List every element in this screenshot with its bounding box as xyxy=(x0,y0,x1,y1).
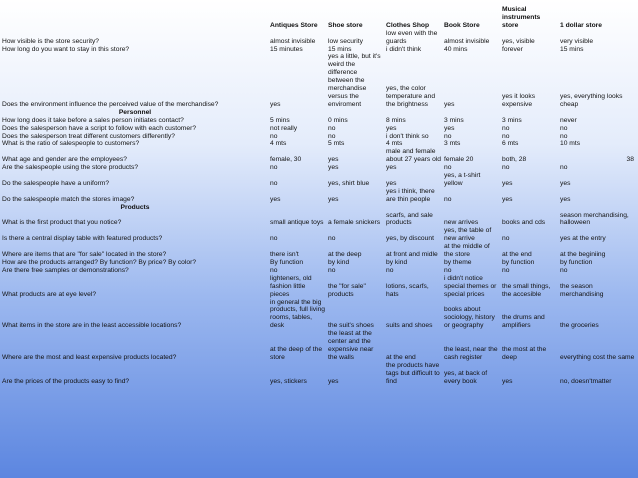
answer-cell: yes a little, but it's weird the difference between the merchandise versus the enviroment xyxy=(328,53,381,108)
table-row xyxy=(0,267,638,275)
answer-cell: 0 mins xyxy=(328,116,348,124)
answer-cell: no xyxy=(328,235,336,243)
question-cell: What age and gender are the employees? xyxy=(2,156,127,164)
section-blank-cell xyxy=(500,204,558,212)
answer-cell: yes xyxy=(444,100,455,108)
answer-cell: books and cds xyxy=(502,219,546,227)
answer-cell: new arrives xyxy=(444,219,479,227)
answer-cell: at front and midle xyxy=(386,251,438,259)
table-row xyxy=(0,299,638,331)
answer-cell: at the beginiing xyxy=(560,251,606,259)
table-row xyxy=(0,125,638,133)
answer-cell: the groceries xyxy=(560,322,599,330)
section-blank-cell xyxy=(326,204,384,212)
answer-cell: never xyxy=(560,116,577,124)
answer-cell: forever xyxy=(502,45,523,53)
answer-cell: 8 mins xyxy=(386,116,406,124)
answer-cell: the small things, the accesible xyxy=(502,282,551,298)
answer-cell: i didn't notice special themes or special prices xyxy=(444,274,497,298)
section-title: Personnel xyxy=(118,108,152,116)
answer-cell: no xyxy=(270,179,278,187)
answer-cell: no xyxy=(386,266,394,274)
answer-cell: almost invisible xyxy=(270,37,316,45)
question-cell: What is the first product that you notice? xyxy=(2,219,122,227)
question-cell: How long does it take before a sales person initiates contact? xyxy=(2,116,184,124)
section-blank-cell xyxy=(558,204,638,212)
answer-cell: 3 mins xyxy=(444,116,464,124)
question-cell: Are the prices of the products easy to find? xyxy=(2,377,130,385)
answer-cell: almost invisible xyxy=(444,37,490,45)
table-row xyxy=(0,140,638,148)
answer-cell: no xyxy=(502,132,510,140)
answer-cell: no xyxy=(444,266,452,274)
table-row xyxy=(0,164,638,172)
answer-cell: the products have tags but difficult to find xyxy=(386,361,440,385)
answer-cell: everything cost the same xyxy=(560,353,635,361)
answer-cell: 3 mts xyxy=(444,140,461,148)
answer-cell: male and female about 27 years old xyxy=(386,148,442,164)
answer-cell: the season merchandising xyxy=(560,282,604,298)
answer-cell: yes xyxy=(386,164,397,172)
answer-cell: yes xyxy=(560,195,571,203)
section-blank-cell xyxy=(268,204,326,212)
question-cell: Does the environment influence the perceived value of the merchandise? xyxy=(2,100,219,108)
answer-cell: yes xyxy=(502,195,513,203)
answer-cell: no xyxy=(270,164,278,172)
header-row xyxy=(0,6,638,30)
answer-cell: no xyxy=(444,195,452,203)
answer-cell: i don't think so xyxy=(386,132,429,140)
answer-cell: By function xyxy=(270,259,304,266)
answer-cell: yes, by discount xyxy=(386,235,434,243)
answer-cell: the drums and amplifiers xyxy=(502,314,545,330)
question-cell: Does the salesperson have a script to follow with each customer? xyxy=(2,124,197,132)
answer-cell: 10 mts xyxy=(560,140,581,148)
answer-cell: yes, the color temperature and the brightness xyxy=(386,85,436,108)
section-blank-cell xyxy=(558,109,638,117)
answer-cell: yes i think, there are thin people xyxy=(386,187,435,203)
header-clothes-shop: Clothes Shop xyxy=(386,21,430,29)
answer-cell: no xyxy=(328,266,336,274)
answer-cell: the "for sale" products xyxy=(328,282,366,298)
answer-cell: no xyxy=(502,124,510,132)
answer-cell: by function xyxy=(502,259,535,266)
answer-cell: yes, the table of new arrive xyxy=(444,227,492,243)
answer-cell: female, 30 xyxy=(270,156,302,164)
answer-cell: a female snickers xyxy=(328,219,381,227)
answer-cell: 38 xyxy=(626,156,634,164)
section-blank-cell xyxy=(326,109,384,117)
answer-cell: scarfs, and sale products xyxy=(386,211,433,227)
survey-table xyxy=(0,6,638,386)
answer-cell: female 20 xyxy=(444,156,474,164)
answer-cell: by kind xyxy=(386,259,408,266)
question-cell: What products are at eye level? xyxy=(2,290,97,298)
question-cell: What items in the store are in the least accessible locations? xyxy=(2,322,182,330)
answer-cell: yes xyxy=(270,100,281,108)
table-row xyxy=(0,362,638,386)
answer-cell: very visible xyxy=(560,37,594,45)
answer-cell: yes, visible xyxy=(502,37,535,45)
answer-cell: yes xyxy=(502,179,513,187)
section-blank-cell xyxy=(442,109,500,117)
header-book-store: Book Store xyxy=(444,21,480,29)
table-row xyxy=(0,148,638,164)
answer-cell: no xyxy=(444,164,452,172)
table-row xyxy=(0,117,638,125)
section-blank-cell xyxy=(384,204,442,212)
section-blank-cell xyxy=(268,109,326,117)
answer-cell: 40 mins xyxy=(444,45,468,53)
answer-cell: yes xyxy=(328,156,339,164)
answer-cell: the least at the center and the expensive near the walls xyxy=(328,330,374,361)
answer-cell: yes, shirt blue xyxy=(328,179,370,187)
answer-cell: no xyxy=(560,124,568,132)
answer-cell: 5 mins xyxy=(270,116,290,124)
table-body xyxy=(0,30,638,386)
table-row xyxy=(0,259,638,267)
answer-cell: no xyxy=(560,266,568,274)
question-cell: Where are items that are "for sale" located in the store? xyxy=(2,251,167,259)
answer-cell: at the end xyxy=(386,353,416,361)
answer-cell: yes, at back of every book xyxy=(444,369,488,385)
answer-cell: at the middle of the store xyxy=(444,243,490,259)
answer-cell: no xyxy=(270,235,278,243)
answer-cell: by kind xyxy=(328,259,350,266)
answer-cell: at the deep of the store xyxy=(270,345,323,361)
question-cell: Where are the most and least expensive products located? xyxy=(2,353,177,361)
answer-cell: in general the big products, full living rooms, tables, desk xyxy=(270,298,326,330)
table-row xyxy=(0,133,638,141)
table-row xyxy=(0,30,638,46)
table-header xyxy=(0,6,638,30)
section-blank-cell xyxy=(384,109,442,117)
section-blank-cell xyxy=(500,109,558,117)
answer-cell: yes xyxy=(328,195,339,203)
answer-cell: yes xyxy=(328,377,339,385)
answer-cell: low security xyxy=(328,37,363,45)
table-row xyxy=(0,212,638,228)
question-cell: Is there a central display table with featured products? xyxy=(2,235,163,243)
header-question xyxy=(0,6,268,30)
answer-cell: no xyxy=(502,235,510,243)
answer-cell: 3 mins xyxy=(502,116,522,124)
answer-cell: no xyxy=(328,132,336,140)
answer-cell: i didn't think xyxy=(386,45,422,53)
answer-cell: no xyxy=(328,124,336,132)
header-shoe-store: Shoe store xyxy=(328,21,363,29)
question-cell: Do the salespeople have a uniform? xyxy=(2,179,110,187)
answer-cell: no xyxy=(270,266,278,274)
answer-cell: yes xyxy=(270,195,281,203)
answer-cell: both, 28 xyxy=(502,156,527,164)
answer-cell: yes xyxy=(502,377,513,385)
question-cell: What is the ratio of salespeople to customers? xyxy=(2,140,140,148)
answer-cell: no xyxy=(444,132,452,140)
question-cell: Are there free samples or demonstrations? xyxy=(2,266,129,274)
answer-cell: there isn't xyxy=(270,251,299,259)
answer-cell: 15 mins xyxy=(560,45,584,53)
answer-cell: by function xyxy=(560,259,593,266)
answer-cell: the most at the deep xyxy=(502,345,547,361)
answer-cell: at the deep xyxy=(328,251,362,259)
table-row xyxy=(0,275,638,299)
table-row xyxy=(0,243,638,259)
answer-cell: yes xyxy=(444,124,455,132)
question-cell: Do the salespeople match the stores image? xyxy=(2,195,135,203)
section-header-row xyxy=(0,109,638,117)
answer-cell: no xyxy=(502,266,510,274)
header-musical-instruments-store: Musical instruments store xyxy=(502,6,541,29)
table-row xyxy=(0,46,638,54)
header-antiques-store: Antiques Store xyxy=(270,21,318,29)
answer-cell: no xyxy=(502,164,510,172)
answer-cell: yes, everything looks cheap xyxy=(560,92,623,108)
answer-cell: season merchandising, halloween xyxy=(560,211,629,227)
table-row xyxy=(0,330,638,362)
question-cell: Does the salesperson treat different customers differently? xyxy=(2,132,175,140)
answer-cell: 6 mts xyxy=(502,140,519,148)
answer-cell: suits and shoes xyxy=(386,322,433,330)
answer-cell: 4 mts xyxy=(386,140,403,148)
answer-cell: low even with the guards xyxy=(386,29,438,45)
table-row xyxy=(0,188,638,204)
answer-cell: no, doesn'tmatter xyxy=(560,377,612,385)
section-header-row xyxy=(0,204,638,212)
answer-cell: books about sociology, history or geography xyxy=(444,306,495,330)
answer-cell: yes it looks expensive xyxy=(502,92,536,108)
answer-cell: not really xyxy=(270,124,298,132)
section-title: Products xyxy=(120,203,150,211)
answer-cell: by theme xyxy=(444,259,472,266)
table-row xyxy=(0,227,638,243)
table-row xyxy=(0,53,638,108)
question-cell: How are the products arranged? By function? By price? By color? xyxy=(2,259,197,266)
answer-cell: 4 mts xyxy=(270,140,287,148)
table-row xyxy=(0,172,638,188)
answer-cell: lotions, scarfs, hats xyxy=(386,282,429,298)
header-dollar-store: 1 dollar store xyxy=(560,21,602,29)
section-blank-cell xyxy=(442,204,500,212)
answer-cell: yes xyxy=(386,124,397,132)
answer-cell: yes xyxy=(328,164,339,172)
question-cell: How long do you want to stay in this store? xyxy=(2,45,130,53)
answer-cell: at the end xyxy=(502,251,532,259)
answer-cell: yes xyxy=(386,179,397,187)
answer-cell: 15 minutes xyxy=(270,45,303,53)
question-cell: How visible is the store security? xyxy=(2,37,100,45)
answer-cell: the suit's shoes xyxy=(328,322,374,330)
answer-cell: yes xyxy=(560,179,571,187)
answer-cell: yes, a t-shirt yellow xyxy=(444,172,481,187)
answer-cell: yes, stickers xyxy=(270,377,307,385)
answer-cell: lighteners, old fashion little pieces xyxy=(270,274,312,298)
question-cell: Are the salespeople using the store products? xyxy=(2,164,139,172)
answer-cell: small antique toys xyxy=(270,219,324,227)
answer-cell: 15 mins xyxy=(328,45,352,53)
answer-cell: 5 mts xyxy=(328,140,345,148)
answer-cell: the least, near the cash register xyxy=(444,345,498,361)
answer-cell: no xyxy=(560,132,568,140)
answer-cell: no xyxy=(270,132,278,140)
answer-cell: no xyxy=(560,164,568,172)
answer-cell: yes at the entry xyxy=(560,235,606,243)
